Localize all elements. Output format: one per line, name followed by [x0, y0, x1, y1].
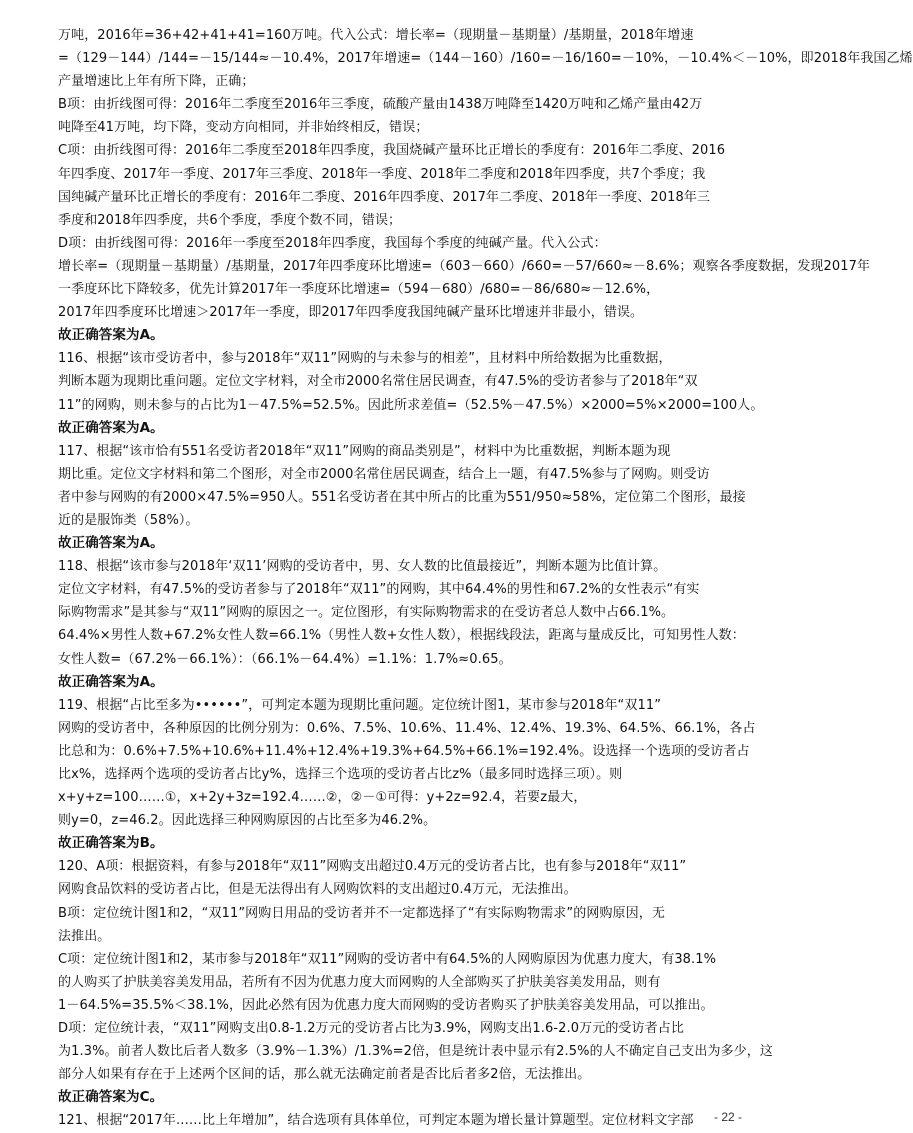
text-line: 吨降至41万吨，均下降，变动方向相同，并非始终相反，错误；	[58, 120, 429, 136]
text-line: 增长率=（现期量－基期量）/基期量，2017年四季度环比增速=（603－660）/660=－57/660≈－8.6%；观察各季度数据，发现2017年	[58, 258, 871, 274]
text-line: 比x%，选择两个选项的受访者占比y%，选择三个选项的受访者占比z%（最多同时选择三项）。则	[58, 767, 623, 782]
text-line: =（129－144）/144=－15/144≈－10.4%，2017年增速=（144－160）/160=－16/160=－10%，－10.4%＜－10%，即2018年我国乙烯	[58, 51, 913, 67]
answer-line: 故正确答案为A。	[58, 673, 164, 690]
text-line: 116、根据“该市受访者中，参与2018年“双11”网购的与未参与的相差”，且材料中所给数据为比重数据，	[58, 351, 672, 367]
answer-line: 故正确答案为A。	[58, 535, 164, 552]
text-line: C项：由折线图可得：2016年二季度至2018年四季度，我国烧碱产量环比正增长的季度有：2016年二季度、2016	[58, 143, 726, 159]
text-line: 产量增速比上年有所下降，正确；	[58, 74, 255, 90]
text-line: 的人购买了护肤美容美发用品，若所有不因为优惠力度大而网购的人全部购买了护肤美容美发用品，则有	[58, 974, 661, 990]
text-line: 女性人数=（67.2%－66.1%）：（66.1%－64.4%）=1.1%：1.7%≈0.65。	[58, 651, 512, 667]
answer-line: 故正确答案为A。	[58, 419, 164, 436]
answer-line: 故正确答案为A。	[58, 327, 164, 344]
text-line: 定位文字材料，有47.5%的受访者参与了2018年“双11”的网购，其中64.4%的男性和67.2%的女性表示“有实	[58, 582, 700, 598]
text-line: 119、根据“占比至多为••••••”，可判定本题为现期比重问题。定位统计图1，某市参与2018年“双11”	[58, 697, 662, 713]
text-line: 判断本题为现期比重问题。定位文字材料，对全市2000名常住居民调查，有47.5%的受访者参与了2018年“双	[58, 374, 698, 390]
document-body	[58, 24, 913, 1133]
answer-line: 故正确答案为C。	[58, 1089, 164, 1106]
text-line: 万吨，2016年=36+42+41+41=160万吨。代入公式：增长率=（现期量－基期量）/基期量，2018年增速	[58, 28, 694, 43]
text-line: 2017年四季度环比增速＞2017年一季度，即2017年四季度我国纯碱产量环比增速并非最小，错误。	[58, 305, 644, 321]
text-line: 117、根据“该市恰有551名受访者2018年“双11”网购的商品类别是”，材料中为比重数据，判断本题为现	[58, 443, 671, 459]
page-number: - 22 -	[713, 1110, 742, 1124]
text-line: 年四季度、2017年一季度、2017年三季度、2018年一季度、2018年二季度和2018年四季度，共7个季度；我	[58, 166, 706, 182]
text-line: 11”的网购，则未参与的占比为1－47.5%=52.5%。因此所求差值=（52.5%－47.5%）×2000=5%×2000=100人。	[58, 397, 764, 413]
text-line: 期比重。定位文字材料和第二个图形，对全市2000名常住居民调查，结合上一题，有47.5%参与了网购。则受访	[58, 466, 710, 482]
text-line: 为1.3%。前者人数比后者人数多（3.9%－1.3%）/1.3%=2倍，但是统计表中显示有2.5%的人不确定自己支出为多少，这	[58, 1044, 773, 1060]
text-line: B项：由折线图可得：2016年二季度至2016年三季度，硫酸产量由1438万吨降至1420万吨和乙烯产量由42万	[58, 97, 703, 113]
text-line: 季度和2018年四季度，共6个季度，季度个数不同，错误；	[58, 212, 402, 228]
text-line: D项：定位统计表，“双11”网购支出0.8-1.2万元的受访者占比为3.9%，网购支出1.6-2.0万元的受访者占比	[58, 1021, 684, 1037]
text-line: C项：定位统计图1和2，某市参与2018年“双11”网购的受访者中有64.5%的人网购原因为优惠力度大，有38.1%	[58, 951, 717, 967]
text-line: 者中参与网购的有2000×47.5%=950人。551名受访者在其中所占的比重为551/950≈58%，定位第二个图形，最接	[58, 489, 746, 505]
text-line: 121、根据“2017年……比上年增加”，结合选项有具体单位，可判定本题为增长量计算题型。定位材料文字部	[58, 1113, 694, 1129]
text-line: 际购物需求”是其参与“双11”网购的原因之一。定位图形，有实际购物需求的在受访者总人数中占66.1%。	[58, 605, 675, 621]
text-line: 部分人如果有存在于上述两个区间的话，那么就无法确定前者是否比后者多2倍，无法推出。	[58, 1067, 591, 1083]
text-line: 则y=0，z=46.2。因此选择三种网购原因的占比至多为46.2%。	[58, 813, 437, 829]
text-line: B项：定位统计图1和2，“双11”网购日用品的受访者并不一定都选择了“有实际购物需求”的网购原因，无	[58, 905, 665, 921]
text-line: 120、A项：根据资料，有参与2018年“双11”网购支出超过0.4万元的受访者占比，也有参与2018年“双11”	[58, 859, 687, 875]
text-line: 比总和为：0.6%+7.5%+10.6%+11.4%+12.4%+19.3%+64.5%+66.1%=192.4%。设选择一个选项的受访者占	[58, 743, 750, 759]
answer-line: 故正确答案为B。	[58, 835, 164, 852]
text-line: D项：由折线图可得：2016年一季度至2018年四季度，我国每个季度的纯碱产量。代入公式：	[58, 235, 607, 251]
text-line: 近的是服饰类（58%）。	[58, 512, 199, 528]
text-line: x+y+z=100……①，x+2y+3z=192.4……②，②－①可得：y+2z=92.4，若要z最大，	[58, 790, 587, 806]
text-line: 118、根据“该市参与2018年‘双11’网购的受访者中，男、女人数的比值最接近”，判断本题为比值计算。	[58, 559, 667, 575]
text-line: 1－64.5%=35.5%＜38.1%，因此必然有因为优惠力度大而网购的受访者购买了护肤美容美发用品，可以推出。	[58, 997, 714, 1013]
text-line: 网购的受访者中，各种原因的比例分别为：0.6%、7.5%、10.6%、11.4%、12.4%、19.3%、64.5%、66.1%，各占	[58, 720, 756, 736]
text-line: 网购食品饮料的受访者占比，但是无法得出有人网购饮料的支出超过0.4万元，无法推出。	[58, 882, 577, 898]
text-line: 法推出。	[58, 928, 111, 944]
text-line: 一季度环比下降较多，优先计算2017年一季度环比增速=（594－680）/680=－86/680≈－12.6%，	[58, 282, 660, 298]
text-line: 国纯碱产量环比正增长的季度有：2016年二季度、2016年四季度、2017年二季度、2018年一季度、2018年三	[58, 189, 711, 205]
text-line: 64.4%×男性人数+67.2%女性人数=66.1%（男性人数+女性人数），根据线段法，距离与量成反比，可知男性人数：	[58, 628, 745, 644]
